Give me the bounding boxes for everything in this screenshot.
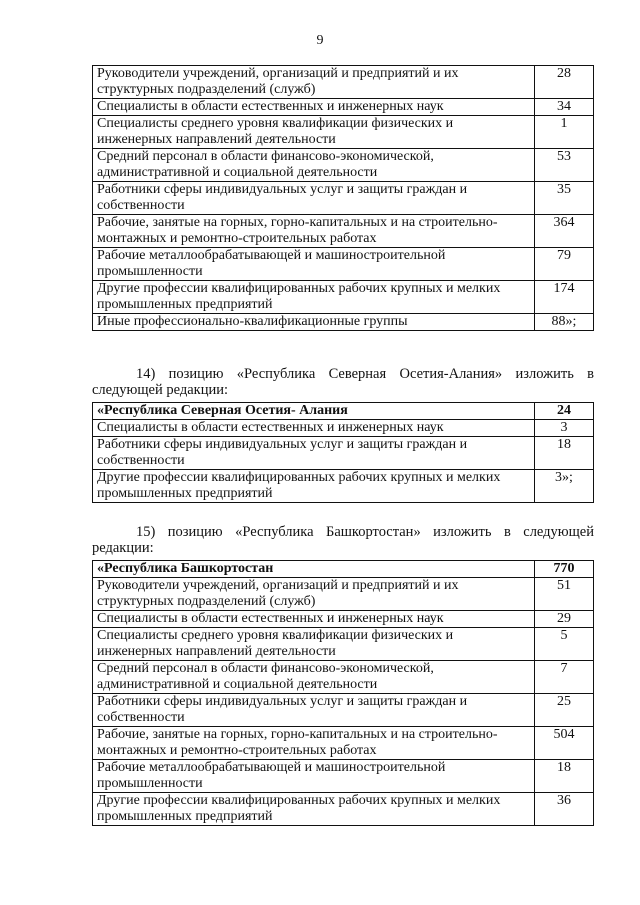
table-row: [93, 215, 594, 248]
occupation-count: 364: [535, 215, 594, 248]
region-total: 770: [535, 561, 594, 578]
table-row: [93, 248, 594, 281]
occupation-table-continued: [92, 65, 594, 331]
occupation-count: 79: [535, 248, 594, 281]
occupation-name: Другие профессии квалифицированных рабочих крупных и мелких промышленных предприятий: [93, 470, 535, 503]
occupation-name: Другие профессии квалифицированных рабочих крупных и мелких промышленных предприятий: [93, 281, 535, 314]
table-row: [93, 661, 594, 694]
table-row: [93, 793, 594, 826]
table-row: [93, 314, 594, 331]
occupation-name: Средний персонал в области финансово-экономической, административной и социальной деятельности: [93, 149, 535, 182]
table-row: [93, 628, 594, 661]
occupation-count: 88»;: [535, 314, 594, 331]
occupation-count: 174: [535, 281, 594, 314]
occupation-count: 5: [535, 628, 594, 661]
table-row: [93, 470, 594, 503]
occupation-count: 1: [535, 116, 594, 149]
table-row: [93, 694, 594, 727]
table-row: [93, 116, 594, 149]
region-total: 24: [535, 403, 594, 420]
bashkortostan-table: [92, 560, 594, 826]
region-name: «Республика Северная Осетия- Алания: [93, 403, 535, 420]
paragraph-item-15: 15) позицию «Республика Башкортостан» изложить в следующей редакции:: [92, 524, 594, 556]
table-row: [93, 99, 594, 116]
occupation-name: Специалисты среднего уровня квалификации физических и инженерных направлений деятельности: [93, 628, 535, 661]
occupation-name: Другие профессии квалифицированных рабочих крупных и мелких промышленных предприятий: [93, 793, 535, 826]
occupation-name: Руководители учреждений, организаций и предприятий и их структурных подразделений (служб): [93, 66, 535, 99]
north-ossetia-table: [92, 402, 594, 503]
occupation-name: Специалисты в области естественных и инженерных наук: [93, 611, 535, 628]
table-header-row: [93, 403, 594, 420]
occupation-count: 18: [535, 760, 594, 793]
occupation-count: 3: [535, 420, 594, 437]
occupation-name: Рабочие металлообрабатывающей и машиностроительной промышленности: [93, 248, 535, 281]
page-number: 9: [316, 33, 324, 48]
table-row: [93, 182, 594, 215]
occupation-name: Специалисты среднего уровня квалификации физических и инженерных направлений деятельности: [93, 116, 535, 149]
occupation-count: 18: [535, 437, 594, 470]
occupation-name: Работники сферы индивидуальных услуг и защиты граждан и собственности: [93, 437, 535, 470]
occupation-name: Иные профессионально-квалификационные группы: [93, 314, 535, 331]
occupation-count: 35: [535, 182, 594, 215]
occupation-count: 34: [535, 99, 594, 116]
occupation-count: 29: [535, 611, 594, 628]
occupation-name: Работники сферы индивидуальных услуг и защиты граждан и собственности: [93, 182, 535, 215]
occupation-count: 7: [535, 661, 594, 694]
table-row: [93, 760, 594, 793]
table-row: [93, 66, 594, 99]
occupation-count: 504: [535, 727, 594, 760]
occupation-count: 36: [535, 793, 594, 826]
table-row: [93, 149, 594, 182]
occupation-name: Рабочие, занятые на горных, горно-капитальных и на строительно-монтажных и ремонтно-строительных работах: [93, 727, 535, 760]
table-row: [93, 611, 594, 628]
occupation-name: Средний персонал в области финансово-экономической, административной и социальной деятельности: [93, 661, 535, 694]
occupation-count: 53: [535, 149, 594, 182]
paragraph-item-14: 14) позицию «Республика Северная Осетия-Алания» изложить в следующей редакции:: [92, 366, 594, 398]
region-name: «Республика Башкортостан: [93, 561, 535, 578]
table-header-row: [93, 561, 594, 578]
occupation-name: Рабочие металлообрабатывающей и машиностроительной промышленности: [93, 760, 535, 793]
occupation-count: 3»;: [535, 470, 594, 503]
occupation-name: Работники сферы индивидуальных услуг и защиты граждан и собственности: [93, 694, 535, 727]
occupation-count: 25: [535, 694, 594, 727]
occupation-name: Рабочие, занятые на горных, горно-капитальных и на строительно-монтажных и ремонтно-строительных работах: [93, 215, 535, 248]
table-row: [93, 420, 594, 437]
occupation-count: 28: [535, 66, 594, 99]
table-row: [93, 281, 594, 314]
table-row: [93, 578, 594, 611]
table-row: [93, 437, 594, 470]
occupation-count: 51: [535, 578, 594, 611]
occupation-name: Руководители учреждений, организаций и предприятий и их структурных подразделений (служб): [93, 578, 535, 611]
occupation-name: Специалисты в области естественных и инженерных наук: [93, 99, 535, 116]
occupation-name: Специалисты в области естественных и инженерных наук: [93, 420, 535, 437]
table-row: [93, 727, 594, 760]
